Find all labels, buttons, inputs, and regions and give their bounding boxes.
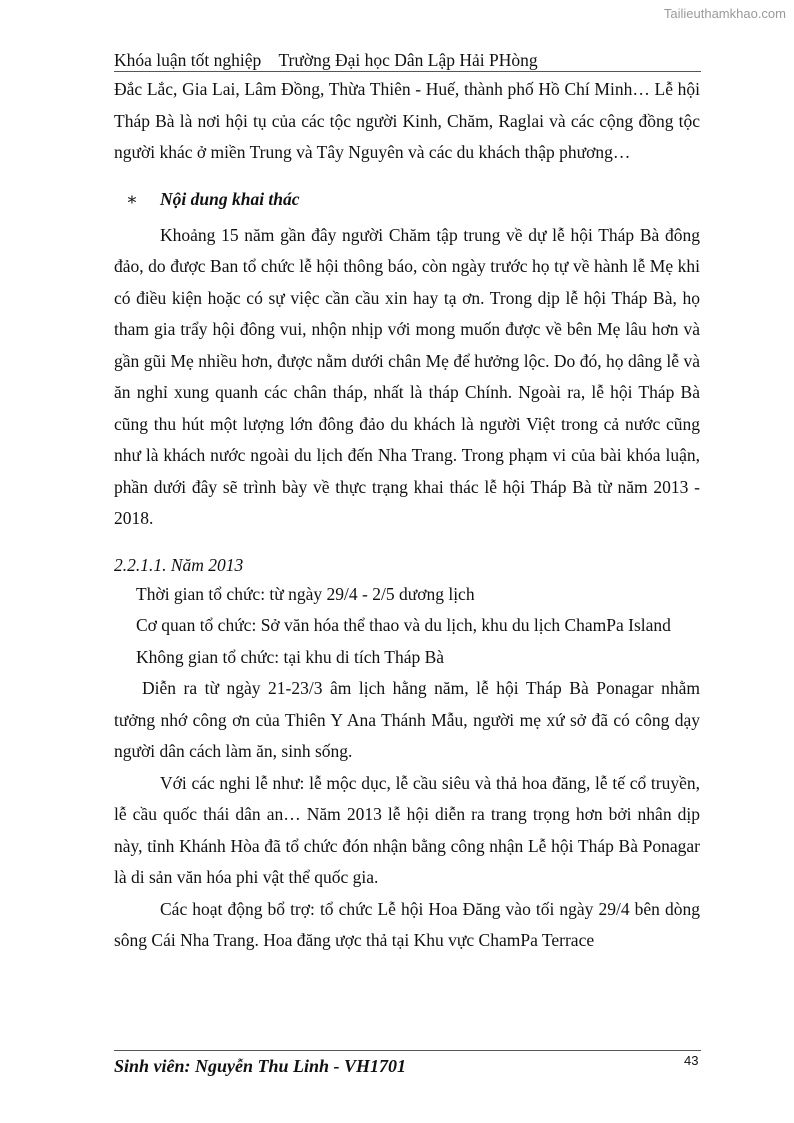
footer-student: Sinh viên: Nguyễn Thu Linh - VH1701 <box>114 1056 407 1076</box>
paragraph-activities: Các hoạt động bổ trợ: tổ chức Lễ hội Hoa Đăng vào tối ngày 29/4 bên dòng sông Cái Nha Trang. Hoa đăng ược thả tại Khu vực ChamPa Terrace <box>114 898 700 950</box>
page-body <box>114 74 700 957</box>
paragraph-intro: Đắc Lắc, Gia Lai, Lâm Đồng, Thừa Thiên - Huế, thành phố Hồ Chí Minh… Lễ hội Tháp Bà là nơi hội tụ của các tộc người Kinh, Chăm, Raglai và các cộng đồng tộc người khác ở miền Trung và Tây Nguyên và các du khách thập phương… <box>114 79 700 162</box>
header-rule <box>114 71 701 72</box>
page-number: 43 <box>684 1053 699 1068</box>
paragraph-content: Khoảng 15 năm gần đây người Chăm tập trung về dự lễ hội Tháp Bà đông đảo, do được Ban tổ chức lễ hội thông báo, còn ngày trước họ tự về hành lễ Mẹ khi có điều kiện hoặc có sự việc cần cầu xin hay tạ ơn. Trong dịp lễ hội Tháp Bà, họ tham gia trẩy hội đông vui, nhộn nhịp với mong muốn được về bên Mẹ lâu hơn và gần gũi Mẹ nhiều hơn, được nằm dưới chân Mẹ để hưởng lộc. Do đó, họ dâng lễ và ăn nghỉ xung quanh các chân tháp, nhất là tháp Chính. Ngoài ra, lễ hội Tháp Bà cũng thu hút một lượng lớn đông đảo du khách là người Việt trong cả nước cũng như là khách nước ngoài du lịch đến Nha Trang. Trong phạm vi của bài khóa luận, phần dưới đây sẽ trình bày về thực trạng khai thác lễ hội Tháp Bà từ năm 2013 - 2018. <box>114 224 700 528</box>
bullet-asterisk-icon: ∗ <box>126 188 138 209</box>
paragraph-description: Diễn ra từ ngày 21-23/3 âm lịch hằng năm, lễ hội Tháp Bà Ponagar nhằm tưởng nhớ công ơn của Thiên Y Ana Thánh Mẫu, người mẹ xứ sở đã có công dạy người dân cách làm ăn, sinh sống. <box>114 678 700 761</box>
section-heading-text: Nội dung khai thác <box>160 188 300 209</box>
page-header: Khóa luận tốt nghiệp Trường Đại học Dân Lập Hải PHòng <box>114 50 538 70</box>
subsection-heading: 2.2.1.1. Năm 2013 <box>114 554 244 575</box>
paragraph-venue: Không gian tổ chức: tại khu di tích Tháp Bà <box>136 646 445 667</box>
paragraph-time: Thời gian tổ chức: từ ngày 29/4 - 2/5 dương lịch <box>136 583 475 604</box>
paragraph-organizer: Cơ quan tổ chức: Sở văn hóa thể thao và du lịch, khu du lịch ChamPa Island <box>136 615 671 635</box>
paragraph-rituals: Với các nghi lễ như: lễ mộc dục, lễ cầu siêu và thả hoa đăng, lễ tế cổ truyền, lễ cầu quốc thái dân an… Năm 2013 lễ hội diễn ra trang trọng hơn bởi nhân dịp này, tỉnh Khánh Hòa đã tổ chức đón nhận bằng công nhận Lễ hội Tháp Bà Ponagar là di sản văn hóa phi vật thể quốc gia. <box>114 772 700 887</box>
watermark: Tailieuthamkhao.com <box>663 6 786 21</box>
footer-rule <box>114 1050 701 1051</box>
section-heading <box>114 186 700 212</box>
